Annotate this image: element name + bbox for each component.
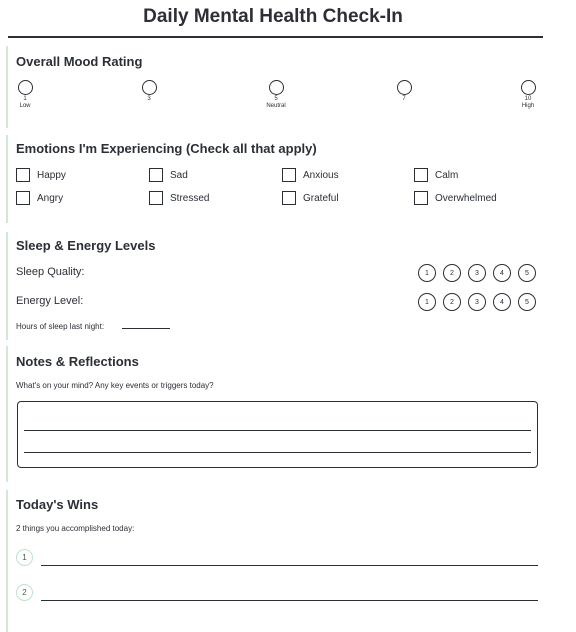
win-number-badge: 1: [16, 549, 33, 566]
energy-level-option[interactable]: 2: [443, 293, 461, 311]
emotion-label: Sad: [170, 169, 188, 181]
mood-option-value: 10: [524, 96, 532, 102]
sleep-quality-label: Sleep Quality:: [16, 266, 85, 278]
mood-option-label: High: [521, 103, 535, 109]
energy-level-option[interactable]: 5: [518, 293, 536, 311]
win-number-badge: 2: [16, 584, 33, 601]
mood-radio-icon[interactable]: [521, 80, 536, 95]
page-title: Daily Mental Health Check-In: [143, 6, 403, 27]
emotion-angry[interactable]: [16, 191, 63, 205]
hours-of-sleep-label: Hours of sleep last night:: [16, 322, 105, 331]
checkbox-icon[interactable]: [149, 168, 163, 182]
sleep-energy-section-title: Sleep & Energy Levels: [16, 238, 156, 253]
mood-option-label: Neutral: [266, 103, 286, 109]
notes-section-title: Notes & Reflections: [16, 354, 139, 369]
sleep-quality-option[interactable]: 3: [468, 264, 486, 282]
sleep-quality-option[interactable]: 1: [418, 264, 436, 282]
emotion-label: Angry: [37, 192, 64, 204]
sleep-quality-option[interactable]: 5: [518, 264, 536, 282]
emotion-label: Stressed: [170, 192, 210, 204]
mood-option-value: 7: [402, 96, 406, 102]
energy-level-option[interactable]: 1: [418, 293, 436, 311]
mood-section-title: Overall Mood Rating: [16, 54, 143, 69]
notes-writing-line: [24, 452, 531, 453]
emotion-anxious[interactable]: [282, 168, 339, 182]
emotion-happy[interactable]: [16, 168, 66, 182]
mood-option-value: 5: [274, 96, 278, 102]
checkbox-icon[interactable]: [414, 191, 428, 205]
mood-option-3[interactable]: [129, 80, 169, 103]
emotion-sad[interactable]: [149, 168, 188, 182]
energy-level-option[interactable]: 4: [493, 293, 511, 311]
mood-option-label: Low: [19, 103, 31, 109]
mood-radio-icon[interactable]: [18, 80, 33, 95]
mood-option-1[interactable]: [5, 80, 45, 110]
wins-section: [6, 490, 546, 632]
emotion-label: Calm: [435, 169, 459, 181]
mood-section: [6, 46, 546, 128]
wins-prompt: 2 things you accomplished today:: [16, 524, 135, 533]
title-divider: [8, 36, 543, 38]
notes-prompt: What's on your mind? Any key events or triggers today?: [16, 381, 214, 390]
win-entry-field[interactable]: [41, 600, 538, 601]
emotion-label: Overwhelmed: [435, 192, 497, 204]
energy-level-label: Energy Level:: [16, 295, 84, 307]
win-entry-field[interactable]: [41, 565, 538, 566]
emotion-stressed[interactable]: [149, 191, 209, 205]
emotion-label: Grateful: [303, 192, 339, 204]
mood-radio-icon[interactable]: [142, 80, 157, 95]
checkbox-icon[interactable]: [149, 191, 163, 205]
sleep-quality-option[interactable]: 2: [443, 264, 461, 282]
emotion-grateful[interactable]: [282, 191, 339, 205]
checkbox-icon[interactable]: [282, 168, 296, 182]
checkbox-icon[interactable]: [282, 191, 296, 205]
checkbox-icon[interactable]: [414, 168, 428, 182]
hours-of-sleep-field[interactable]: [122, 328, 170, 329]
sleep-energy-section: [6, 232, 546, 340]
emotion-label: Anxious: [303, 169, 339, 181]
checkbox-icon[interactable]: [16, 168, 30, 182]
mood-radio-icon[interactable]: [397, 80, 412, 95]
notes-section: [6, 346, 546, 482]
notes-writing-line: [24, 430, 531, 431]
mood-option-10[interactable]: [508, 80, 548, 110]
emotion-calm[interactable]: [414, 168, 458, 182]
mood-option-5[interactable]: [256, 80, 296, 110]
emotions-section: [6, 135, 546, 223]
sleep-quality-option[interactable]: 4: [493, 264, 511, 282]
sleep-quality-scale: [418, 264, 543, 282]
notes-textarea[interactable]: [17, 401, 538, 468]
mood-option-value: 1: [23, 96, 27, 102]
energy-level-option[interactable]: 3: [468, 293, 486, 311]
checkbox-icon[interactable]: [16, 191, 30, 205]
emotion-overwhelmed[interactable]: [414, 191, 497, 205]
energy-level-scale: [418, 293, 543, 311]
mood-radio-icon[interactable]: [269, 80, 284, 95]
mood-option-7[interactable]: [384, 80, 424, 103]
wins-section-title: Today's Wins: [16, 497, 99, 512]
mood-option-value: 3: [147, 96, 151, 102]
emotion-label: Happy: [37, 169, 66, 181]
emotions-section-title: Emotions I'm Experiencing (Check all that apply): [16, 141, 317, 156]
